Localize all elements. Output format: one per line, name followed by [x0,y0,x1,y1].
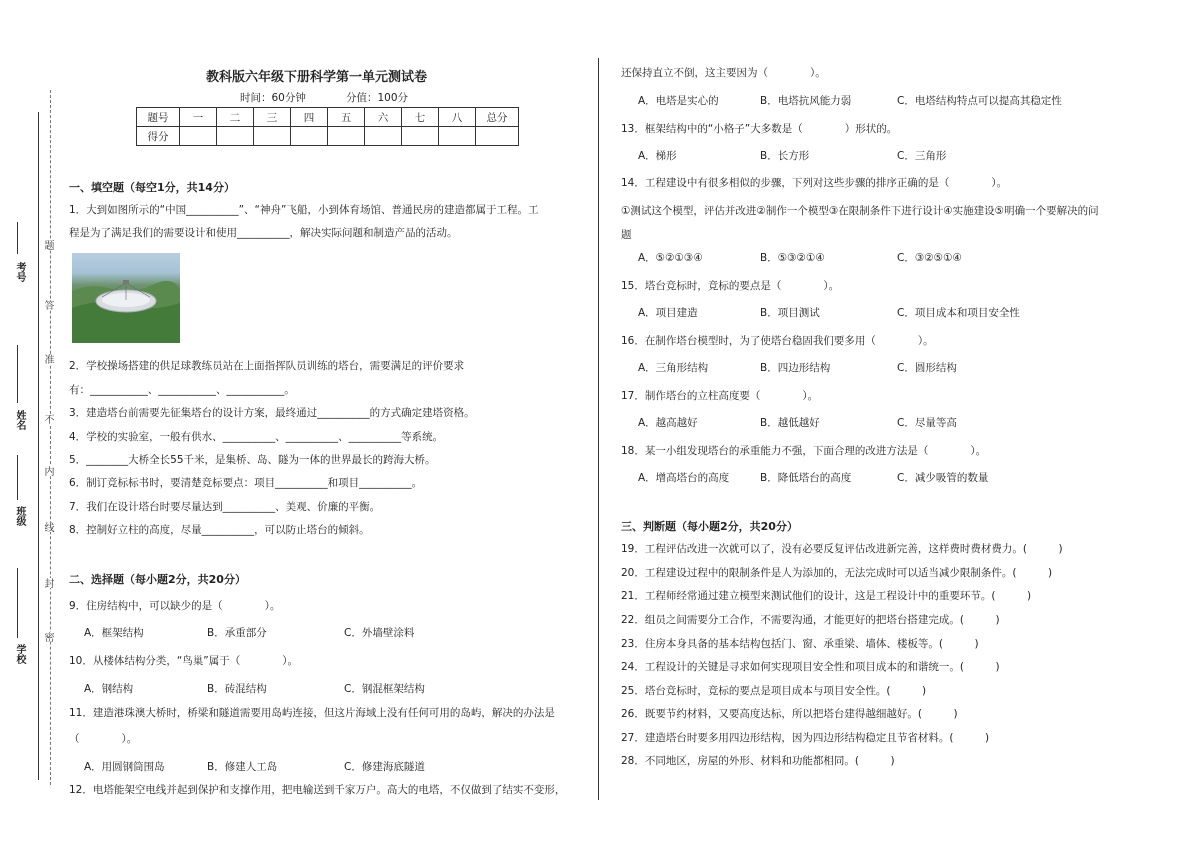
score-table [136,107,519,146]
question-11-option-a: A．用圆钢筒围岛 [84,761,165,773]
class-blank [17,455,18,500]
question-9-option-a: A．框架结构 [84,627,144,639]
question-12-option-c: C．电塔结构特点可以提高其稳定性 [897,95,1062,107]
question-9-option-c: C．外墙壁涂料 [344,627,415,639]
question-13-option-a: A．梯形 [638,150,677,162]
judgment-question-26: 26．既要节约材料，又要高度达标，所以把塔台建得越细越好。( ) [621,708,958,720]
score-cell[interactable] [476,127,519,146]
question-14-option-b: B．⑤③②①④ [760,252,825,264]
score-cell[interactable] [328,127,365,146]
judgment-question-21: 21．工程师经常通过建立模型来测试他们的设计，这是工程设计中的重要环节。( ) [621,590,1032,602]
question-10: 10．从楼体结构分类，“鸟巢”属于（ ）。 [69,655,298,667]
question-16-option-b: B．四边形结构 [760,362,831,374]
question-16-option-a: A．三角形结构 [638,362,709,374]
score-header-cell: 二 [217,108,254,127]
question-1-line-2: 程是为了满足我们的需要设计和使用__________，解决实际问题和制造产品的活动。 [69,227,458,239]
question-11-line-2: （ ）。 [69,733,138,745]
seal-char-8: 密 [42,632,53,642]
question-15-option-c: C．项目成本和项目安全性 [897,307,1020,319]
question-17-option-c: C．尽量等高 [897,417,957,429]
score-header-cell: 五 [328,108,365,127]
question-10-option-b: B．砖混结构 [207,683,267,695]
score-header-cell: 七 [402,108,439,127]
seal-char-2: 答 [42,300,53,310]
exam-no-blank [17,222,18,254]
question-11-option-b: B．修建人工岛 [207,761,278,773]
class-label: 班级 [14,506,25,526]
question-12-line-2: 还保持直立不倒，这主要因为（ ）。 [621,67,826,79]
judgment-question-27: 27．建造塔台时要多用四边形结构，因为四边形结构稳定且节省材料。( ) [621,732,990,744]
seal-char-5: 内 [42,466,53,476]
score-cell[interactable] [365,127,402,146]
question-17: 17．制作塔台的立柱高度要（ ）。 [621,390,819,402]
question-7: 7．我们在设计塔台时要尽量达到__________、美观、价廉的平衡。 [69,501,381,513]
question-9-option-b: B．承重部分 [207,627,267,639]
score-header-cell: 八 [439,108,476,127]
question-12-option-b: B．电塔抗风能力弱 [760,95,852,107]
score-header-cell: 一 [180,108,217,127]
score-header-cell: 三 [254,108,291,127]
judgment-question-22: 22．组员之间需要分工合作，不需要沟通，才能更好的把塔台搭建完成。( ) [621,614,1000,626]
question-4: 4．学校的实验室，一般有供水、__________、__________、__________等系统。 [69,431,444,443]
score-cell[interactable] [439,127,476,146]
score-header-cell: 题号 [137,108,180,127]
section-choice-heading: 二、选择题（每小题2分，共20分） [69,573,246,586]
question-14-option-c: C．③②⑤①④ [897,252,962,264]
seal-char-6: 线 [42,522,53,532]
question-14-option-a: A．⑤②①③④ [638,252,703,264]
judgment-question-23: 23．住房本身具备的基本结构包括门、窗、承重梁、墙体、楼板等。( ) [621,638,979,650]
score-table-header-row [137,108,519,127]
question-9: 9．住房结构中，可以缺少的是（ ）。 [69,600,281,612]
binding-dashed-line [50,90,51,785]
judgment-question-25: 25．塔台竞标时，竞标的要点是项目成本与项目安全性。( ) [621,685,927,697]
telescope-photo [72,253,180,343]
score-row-label: 得分 [137,127,180,146]
question-2-line-2: 有：___________、___________、___________。 [69,384,295,396]
section-judgment-heading: 三、判断题（每小题2分，共20分） [621,520,798,533]
question-17-option-a: A．越高越好 [638,417,698,429]
question-18-option-b: B．降低塔台的高度 [760,472,852,484]
question-17-option-b: B．越低越好 [760,417,820,429]
question-15-option-b: B．项目测试 [760,307,820,319]
question-12-option-a: A．电塔是实心的 [638,95,719,107]
exam-score: 分值：100分 [346,92,409,104]
judgment-question-28: 28．不同地区，房屋的外形、材料和功能都相同。( ) [621,755,895,767]
question-8: 8．控制好立柱的高度，尽量__________，可以防止塔台的倾斜。 [69,524,370,536]
question-5: 5．________大桥全长55千米，是集桥、岛、隧为一体的世界最长的跨海大桥。 [69,454,436,466]
name-label: 姓名 [14,410,25,430]
question-14-steps-line-1: ①测试这个模型，评估并改进②制作一个模型③在限制条件下进行设计④实施建设⑤明确一个要解决的问 [621,205,1099,217]
question-16-option-c: C．圆形结构 [897,362,957,374]
question-12-line-1: 12．电塔能架空电线并起到保护和支撑作用，把电输送到千家万户。高大的电塔，不仅做到了结实不变形， [69,784,566,796]
column-divider [598,58,599,800]
score-cell[interactable] [217,127,254,146]
question-18-option-a: A．增高塔台的高度 [638,472,730,484]
question-14-steps-line-2: 题 [621,229,632,241]
judgment-question-24: 24．工程设计的关键是寻求如何实现项目安全性和项目成本的和谐统一。( ) [621,661,1000,673]
score-header-cell: 总分 [476,108,519,127]
telescope-illustration [72,253,180,343]
school-blank [17,568,18,638]
question-13-option-c: C．三角形 [897,150,947,162]
question-6: 6．制订竞标标书时，要清楚竞标要点：项目__________和项目__________。 [69,477,423,489]
question-18-option-c: C．减少吸管的数量 [897,472,989,484]
question-14: 14．工程建设中有很多相似的步骤，下列对这些步骤的排序正确的是（ ）。 [621,177,1008,189]
question-15: 15．塔台竞标时，竞标的要点是（ ）。 [621,280,840,292]
question-16: 16．在制作塔台模型时，为了使塔台稳固我们要多用（ ）。 [621,335,934,347]
section-fill-in-heading: 一、填空题（每空1分，共14分） [69,181,235,194]
question-18: 18．某一小组发现塔台的承重能力不强，下面合理的改进方法是（ ）。 [621,445,987,457]
score-cell[interactable] [402,127,439,146]
question-10-option-c: C．钢混框架结构 [344,683,425,695]
judgment-question-19: 19．工程评估改进一次就可以了，没有必要反复评估改进新完善，这样费时费材费力。( ) [621,543,1063,555]
binding-solid-line [38,112,39,780]
seal-char-3: 准 [42,354,53,364]
question-11-line-1: 11．建造港珠澳大桥时，桥梁和隧道需要用岛屿连接，但这片海域上没有任何可用的岛屿，解决的办法是 [69,707,555,719]
score-header-cell: 六 [365,108,402,127]
question-2-line-1: 2．学校操场搭建的供足球教练员站在上面指挥队员训练的塔台，需要满足的评价要求 [69,360,465,372]
question-3: 3．建造塔台前需要先征集塔台的设计方案，最终通过__________的方式确定建塔资格。 [69,407,475,419]
exam-no-label: 考号 [14,262,25,282]
score-cell[interactable] [254,127,291,146]
question-10-option-a: A．钢结构 [84,683,134,695]
seal-char-7: 封 [42,578,53,588]
score-cell[interactable] [291,127,328,146]
score-header-cell: 四 [291,108,328,127]
question-13: 13．框架结构中的“小格子”大多数是（ ）形状的。 [621,123,898,135]
seal-char-4: 不 [42,414,53,424]
score-cell[interactable] [180,127,217,146]
exam-time: 时间：60分钟 [240,92,306,104]
question-15-option-a: A．项目建造 [638,307,698,319]
question-11-option-c: C．修建海底隧道 [344,761,425,773]
page-title: 教科版六年级下册科学第一单元测试卷 [206,70,428,85]
question-13-option-b: B．长方形 [760,150,810,162]
score-table-score-row [137,127,519,146]
name-blank [17,345,18,403]
judgment-question-20: 20．工程建设过程中的限制条件是人为添加的，无法完成时可以适当减少限制条件。( ) [621,567,1053,579]
school-label: 学校 [14,644,25,664]
seal-char-1: 题 [42,240,53,250]
question-1-line-1: 1．大到如图所示的“中国__________”、“神舟”飞船，小到体育场馆、普通民房的建造都属于工程。工 [69,204,539,216]
